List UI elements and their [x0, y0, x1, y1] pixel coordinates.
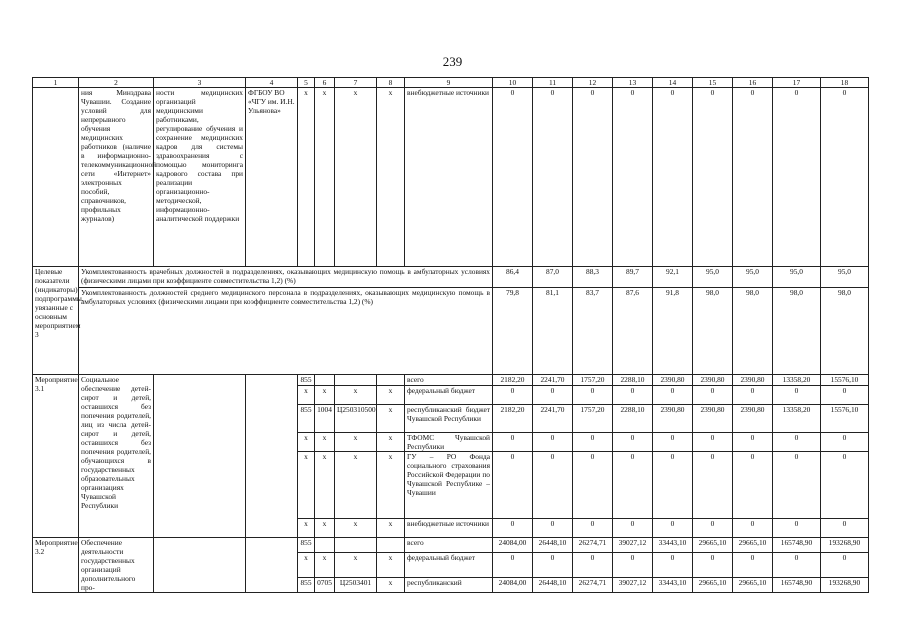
cell-value-16: 0	[733, 88, 773, 267]
cell-value-10: 0	[493, 88, 533, 267]
cell-value-16: 29665,10	[733, 578, 773, 593]
cell-col5: x	[298, 433, 315, 452]
cell-value-18: 15576,10	[821, 375, 869, 386]
cell-col8: x	[377, 433, 405, 452]
cell-value-10: 24084,00	[493, 538, 533, 553]
cell-value-18: 0	[821, 519, 869, 538]
cell-value-15: 0	[693, 452, 733, 519]
cell-value-10: 0	[493, 452, 533, 519]
cell-value-17: 13358,20	[773, 375, 821, 386]
cell-col7: x	[335, 433, 377, 452]
cell-value-14: 0	[653, 433, 693, 452]
indicator-value-12: 88,3	[573, 267, 613, 288]
cell-value-14: 2390,80	[653, 405, 693, 433]
cell-value-10: 0	[493, 519, 533, 538]
cell-value-10: 0	[493, 433, 533, 452]
cell-value-17: 165748,90	[773, 578, 821, 593]
cell-col5: x	[298, 452, 315, 519]
cell-value-14: 0	[653, 552, 693, 577]
indicators-label: Целевые показатели (индикаторы) подпрограммы, увязанные с основным мероприятием 3	[33, 267, 79, 375]
cell-value-18: 193268,90	[821, 538, 869, 553]
table-row	[33, 88, 869, 267]
indicator-row	[33, 288, 869, 375]
indicator-value-18: 98,0	[821, 288, 869, 375]
cell-value-12: 1757,20	[573, 405, 613, 433]
cell-col8: x	[377, 405, 405, 433]
col-header-6: 6	[315, 78, 335, 88]
cell-col5: 855	[298, 538, 315, 553]
indicator-row	[33, 267, 869, 288]
cell-value-10: 2182,20	[493, 375, 533, 386]
cell-value-12: 0	[573, 452, 613, 519]
indicator-value-15: 98,0	[693, 288, 733, 375]
table-row	[33, 538, 869, 553]
cell-value-18: 193268,90	[821, 578, 869, 593]
cell-col7: x	[335, 552, 377, 577]
cell-value-10: 0	[493, 386, 533, 405]
cell-source: ГУ – РО Фонда социального страхования Российской Федерации по Чувашской Республике – Чувашии	[405, 452, 493, 519]
cell-col6	[315, 538, 335, 553]
cell-value-18: 0	[821, 552, 869, 577]
cell-value-11: 0	[533, 452, 573, 519]
indicator-value-14: 91,8	[653, 288, 693, 375]
cell-col6: x	[315, 433, 335, 452]
cell-value-17: 0	[773, 452, 821, 519]
cell-value-18: 0	[821, 452, 869, 519]
cell-value-14: 0	[653, 88, 693, 267]
cell-col3: ности медицинских организаций медицинскими работниками, регулирование обучения и сохранение медицинских кадров для системы здравоохранения с помощью мониторинга кадрового состава при реализации организационно-методической, информационно-аналитической поддержки	[154, 88, 246, 267]
cell-value-12: 0	[573, 552, 613, 577]
cell-value-17: 0	[773, 88, 821, 267]
cell-value-12: 26274,71	[573, 578, 613, 593]
col-header-12: 12	[573, 78, 613, 88]
cell-col7: x	[335, 88, 377, 267]
cell-col7: Ц250310500	[335, 405, 377, 433]
cell-col8	[377, 538, 405, 553]
cell-col1	[33, 88, 79, 267]
col-header-4: 4	[246, 78, 298, 88]
cell-value-14: 0	[653, 519, 693, 538]
cell-col7	[335, 375, 377, 386]
col-header-13: 13	[613, 78, 653, 88]
cell-col8: x	[377, 452, 405, 519]
cell-value-17: 0	[773, 519, 821, 538]
cell-col6: x	[315, 452, 335, 519]
cell-value-17: 0	[773, 386, 821, 405]
cell-value-12: 26274,71	[573, 538, 613, 553]
cell-value-13: 0	[613, 519, 653, 538]
cell-col8: x	[377, 552, 405, 577]
indicator-value-17: 98,0	[773, 288, 821, 375]
col-header-5: 5	[298, 78, 315, 88]
cell-value-17: 165748,90	[773, 538, 821, 553]
indicator-value-18: 95,0	[821, 267, 869, 288]
cell-col6	[315, 375, 335, 386]
indicator-value-12: 83,7	[573, 288, 613, 375]
cell-source: федеральный бюджет	[405, 552, 493, 577]
cell-source: всего	[405, 375, 493, 386]
cell-col4: ФГБОУ ВО «ЧГУ им. И.Н. Ульянова»	[246, 88, 298, 267]
indicator-value-16: 98,0	[733, 288, 773, 375]
cell-value-10: 0	[493, 552, 533, 577]
cell-value-10: 2182,20	[493, 405, 533, 433]
cell-value-12: 0	[573, 88, 613, 267]
cell-col8: x	[377, 578, 405, 593]
col-header-14: 14	[653, 78, 693, 88]
col-header-18: 18	[821, 78, 869, 88]
indicator-text: Укомплектованность должностей среднего медицинского персонала в подразделениях, оказывающих медицинскую помощь в амбулаторных условиях (физическими лицами при коэффициенте совместительства 1,2) (%)	[79, 288, 493, 375]
event-3-2-label: Мероприятие 3.2	[33, 538, 79, 593]
cell-value-14: 33443,10	[653, 578, 693, 593]
cell-source: республиканский бюджет Чувашской Республики	[405, 405, 493, 433]
cell-value-16: 2390,80	[733, 375, 773, 386]
indicator-value-13: 89,7	[613, 267, 653, 288]
cell-col5: x	[298, 88, 315, 267]
cell-value-15: 0	[693, 88, 733, 267]
cell-value-16: 29665,10	[733, 538, 773, 553]
cell-value-17: 0	[773, 552, 821, 577]
cell-value-17: 0	[773, 433, 821, 452]
cell-col6: x	[315, 386, 335, 405]
cell-col4	[246, 538, 298, 593]
cell-col6: 0705	[315, 578, 335, 593]
cell-value-14: 2390,80	[653, 375, 693, 386]
indicator-value-11: 87,0	[533, 267, 573, 288]
cell-value-15: 0	[693, 386, 733, 405]
header-row	[33, 78, 869, 88]
indicator-value-13: 87,6	[613, 288, 653, 375]
table-row	[33, 375, 869, 386]
cell-value-10: 24084,00	[493, 578, 533, 593]
cell-col6: x	[315, 552, 335, 577]
indicator-value-14: 92,1	[653, 267, 693, 288]
cell-value-15: 0	[693, 433, 733, 452]
cell-value-11: 0	[533, 552, 573, 577]
cell-value-18: 0	[821, 433, 869, 452]
cell-col7: x	[335, 519, 377, 538]
cell-col8: x	[377, 519, 405, 538]
cell-value-11: 2241,70	[533, 375, 573, 386]
col-header-16: 16	[733, 78, 773, 88]
col-header-9: 9	[405, 78, 493, 88]
cell-value-13: 0	[613, 386, 653, 405]
indicator-value-16: 95,0	[733, 267, 773, 288]
budget-table	[32, 77, 869, 593]
indicator-value-17: 95,0	[773, 267, 821, 288]
cell-value-11: 26448,10	[533, 578, 573, 593]
cell-value-16: 0	[733, 552, 773, 577]
cell-value-13: 2288,10	[613, 405, 653, 433]
cell-col5: 855	[298, 405, 315, 433]
cell-col8: x	[377, 88, 405, 267]
cell-value-18: 0	[821, 88, 869, 267]
cell-value-15: 29665,10	[693, 538, 733, 553]
cell-col5: x	[298, 519, 315, 538]
cell-value-13: 0	[613, 552, 653, 577]
cell-col8	[377, 375, 405, 386]
cell-value-13: 2288,10	[613, 375, 653, 386]
cell-value-13: 39027,12	[613, 538, 653, 553]
cell-value-13: 0	[613, 433, 653, 452]
cell-col5: 855	[298, 578, 315, 593]
cell-col6: x	[315, 88, 335, 267]
cell-value-15: 2390,80	[693, 375, 733, 386]
cell-source: республиканский	[405, 578, 493, 593]
cell-col2: ния Минздрава Чувашии. Создание условий для непрерывного обучения медицинских работников (наличие в информационно-телекоммуникационной сети «Интернет» электронных пособий, справочников, профильных журналов)	[79, 88, 154, 267]
cell-col5: 855	[298, 375, 315, 386]
cell-source: федеральный бюджет	[405, 386, 493, 405]
col-header-7: 7	[335, 78, 377, 88]
cell-col5: x	[298, 552, 315, 577]
cell-value-11: 0	[533, 519, 573, 538]
cell-value-11: 0	[533, 433, 573, 452]
cell-col7: x	[335, 386, 377, 405]
cell-value-15: 29665,10	[693, 578, 733, 593]
event-3-1-description: Социальное обеспечение детей-сирот и детей, оставшихся без попечения родителей, лиц из числа детей-сирот и детей, оставшихся без попечения родителей, обучающихся в государственных образовательных организациях Чувашской Республики	[79, 375, 154, 538]
cell-col7: x	[335, 452, 377, 519]
cell-value-11: 0	[533, 386, 573, 405]
cell-value-15: 0	[693, 519, 733, 538]
cell-value-17: 13358,20	[773, 405, 821, 433]
cell-source: всего	[405, 538, 493, 553]
cell-source: внебюджетные источники	[405, 519, 493, 538]
cell-value-12: 0	[573, 386, 613, 405]
indicator-text: Укомплектованность врачебных должностей в подразделениях, оказывающих медицинскую помощь в амбулаторных условиях (физическими лицами при коэффициенте совместительства 1,2) (%)	[79, 267, 493, 288]
cell-value-14: 33443,10	[653, 538, 693, 553]
cell-col8: x	[377, 386, 405, 405]
cell-col7	[335, 538, 377, 553]
indicator-value-10: 79,8	[493, 288, 533, 375]
indicator-value-15: 95,0	[693, 267, 733, 288]
cell-col6: x	[315, 519, 335, 538]
event-3-1-label: Мероприятие 3.1	[33, 375, 79, 538]
cell-value-16: 0	[733, 433, 773, 452]
cell-col4	[246, 375, 298, 538]
cell-value-12: 1757,20	[573, 375, 613, 386]
cell-col5: x	[298, 386, 315, 405]
cell-value-12: 0	[573, 519, 613, 538]
cell-col3	[154, 538, 246, 593]
cell-value-13: 0	[613, 452, 653, 519]
cell-value-15: 2390,80	[693, 405, 733, 433]
cell-col3	[154, 375, 246, 538]
col-header-11: 11	[533, 78, 573, 88]
cell-value-16: 2390,80	[733, 405, 773, 433]
event-3-2-description: Обеспечение деятельности государственных организаций дополнительного про-	[79, 538, 154, 593]
cell-value-15: 0	[693, 552, 733, 577]
cell-source: ТФОМС Чувашской Республики	[405, 433, 493, 452]
cell-value-13: 0	[613, 88, 653, 267]
col-header-3: 3	[154, 78, 246, 88]
indicator-value-11: 81,1	[533, 288, 573, 375]
col-header-8: 8	[377, 78, 405, 88]
cell-value-18: 15576,10	[821, 405, 869, 433]
indicator-value-10: 86,4	[493, 267, 533, 288]
cell-value-11: 2241,70	[533, 405, 573, 433]
cell-value-18: 0	[821, 386, 869, 405]
cell-col7: Ц2503401	[335, 578, 377, 593]
col-header-17: 17	[773, 78, 821, 88]
cell-source: внебюджетные источники	[405, 88, 493, 267]
cell-value-16: 0	[733, 386, 773, 405]
cell-value-16: 0	[733, 519, 773, 538]
cell-value-11: 0	[533, 88, 573, 267]
cell-value-14: 0	[653, 386, 693, 405]
col-header-1: 1	[33, 78, 79, 88]
col-header-2: 2	[79, 78, 154, 88]
cell-value-12: 0	[573, 433, 613, 452]
cell-value-14: 0	[653, 452, 693, 519]
cell-value-16: 0	[733, 452, 773, 519]
cell-col6: 1004	[315, 405, 335, 433]
page-number: 239	[442, 54, 463, 69]
col-header-10: 10	[493, 78, 533, 88]
col-header-15: 15	[693, 78, 733, 88]
cell-value-13: 39027,12	[613, 578, 653, 593]
cell-value-11: 26448,10	[533, 538, 573, 553]
